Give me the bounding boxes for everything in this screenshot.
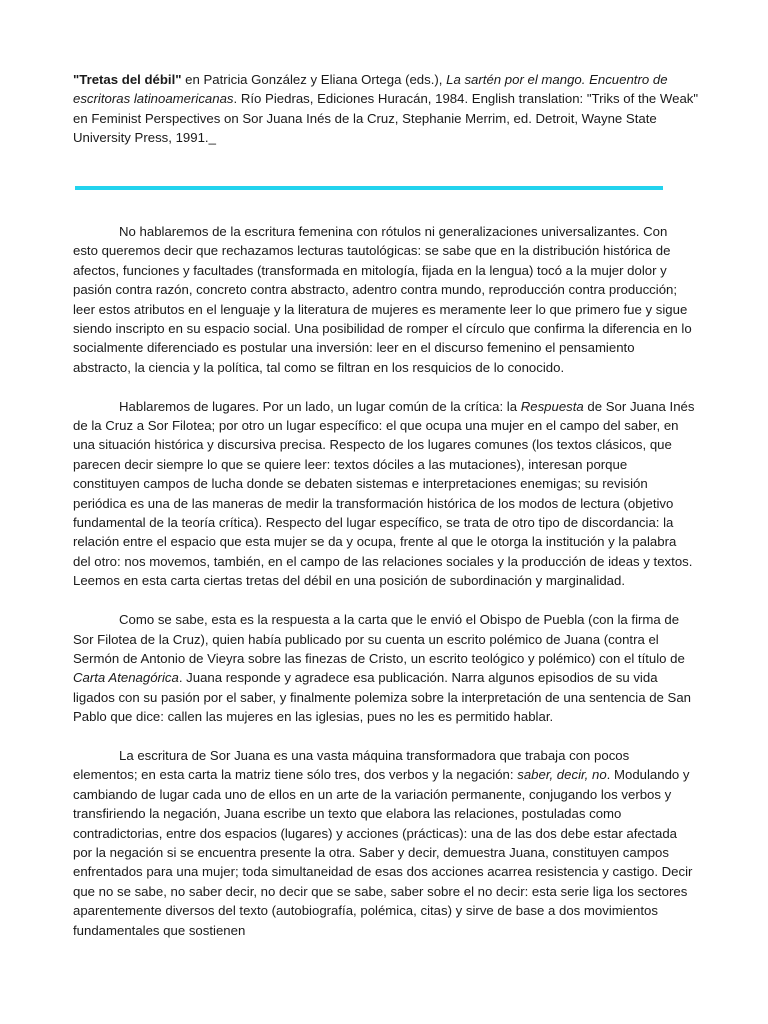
citation (73, 70, 701, 148)
citation-book-title: La sartén por el mango. Encuentro de escritoras latinoamericanas (73, 72, 668, 107)
divider-rule (75, 186, 663, 190)
paragraph-2 (73, 397, 695, 591)
paragraph-4-text-b: . Modulando y cambiando de lugar cada uno de ellos en un arte de la variación permanente, conjugando los verbos y transfiriendo la negación, Juana escribe un texto que elabora las relaciones, postuladas como contradictorias, entre dos espacios (lugares) y acciones (prácticas): una de las dos debe estar afectada por la negación si se encuentra presente la otra. Saber y decir, demuestra Juana, constituyen campos enfrentados para una mujer; toda simultaneidad de esas dos acciones acarrea resistencia y castigo. Decir que no se sabe, no saber decir, no decir que se sabe, saber sobre el no decir: esta serie liga los sectores aparentemente diversos del texto (autobiografía, polémica, citas) y sirve de base a dos movimientos fundamentales que sostienen (73, 767, 693, 938)
paragraph-2-text-a: Hablaremos de lugares. Por un lado, un lugar común de la crítica: la (119, 398, 521, 414)
paragraph-2-text-b: de Sor Juana Inés de la Cruz a Sor Filotea; por otro un lugar específico: el que ocupa una mujer en el campo del saber, en una situación histórica y discursiva precisa. Respecto de los lugares comunes (los textos clásicos, que parecen decir siempre lo que se quiere leer: textos dóciles a las mutaciones), interesan porque constituyen campos de lucha donde se debaten sistemas e interpretaciones enemigas; su revisión periódica es una de las maneras de medir la transformación histórica de los modos de lectura (objetivo fundamental de la teoría crítica). Respecto del lugar específico, se trata de otro tipo de discordancia: la relación entre el espacio que esta mujer se da y ocupa, frente al que le otorga la institución y la palabra del otro: nos movemos, también, en el campo de las relaciones sociales y la producción de ideas y textos. Leemos en esta carta ciertas tretas del débil en una posición de subordinación y marginalidad. (73, 398, 695, 589)
citation-publication: . Río Piedras, Ediciones Huracán, 1984. English translation: "Triks of the Weak" en Feminist Perspectives on Sor Juana Inés de la Cruz, Stephanie Merrim, ed. Detroit, Wayne State University Press, 1991. (73, 91, 699, 146)
citation-title: "Tretas del débil" (73, 72, 182, 87)
citation-trailing-mark: _ (208, 130, 216, 146)
paragraph-4 (73, 746, 695, 940)
paragraph-3-text-b: . Juana responde y agradece esa publicación. Narra algunos episodios de su vida ligados con su pasión por el saber, y finalmente polemiza sobre la interpretación de una sentencia de San Pablo que dice: callen las mujeres en las iglesias, pues no les es permitido hablar. (73, 670, 692, 725)
paragraph-3-text-a: Como se sabe, esta es la respuesta a la carta que le envió el Obispo de Puebla (con la firma de Sor Filotea de la Cruz), quien había publicado por su cuenta un escrito polémico de Juana (contra el Sermón de Antonio de Vieyra sobre las finezas de Cristo, un escrito teológico y polémico) con el título de (73, 612, 685, 666)
paragraph-3 (73, 610, 695, 726)
paragraph-4-italic: saber, decir, no (517, 767, 607, 783)
paragraph-2-italic: Respuesta (520, 398, 584, 414)
paragraph-4-text-a: La escritura de Sor Juana es una vasta máquina transformadora que trabaja con pocos elementos; en esta carta la matriz tiene sólo tres, dos verbos y la negación: (73, 747, 630, 783)
paragraph-3-italic: Carta Atenagórica (73, 670, 179, 686)
citation-authors: en Patricia González y Eliana Ortega (eds.), (181, 72, 447, 87)
essay-body (73, 222, 695, 959)
paragraph-1: No hablaremos de la escritura femenina con rótulos ni generalizaciones universalizantes. Con esto queremos decir que rechazamos lecturas tautológicas: se sabe que en la distribución histórica de afectos, funciones y facultades (transformada en mitología, fijada en la lengua) tocó a la mujer dolor y pasión contra razón, concreto contra abstracto, adentro contra mundo, reproducción contra producción; leer estos atributos en el lenguaje y la literatura de mujeres es meramente leer lo que primero fue y sigue siendo inscripto en su espacio social. Una posibilidad de romper el círculo que confirma la diferencia en lo socialmente diferenciado es postular una inversión: leer en el discurso femenino el pensamiento abstracto, la ciencia y la política, tal como se filtran en los resquicios de lo conocido. (73, 224, 692, 375)
